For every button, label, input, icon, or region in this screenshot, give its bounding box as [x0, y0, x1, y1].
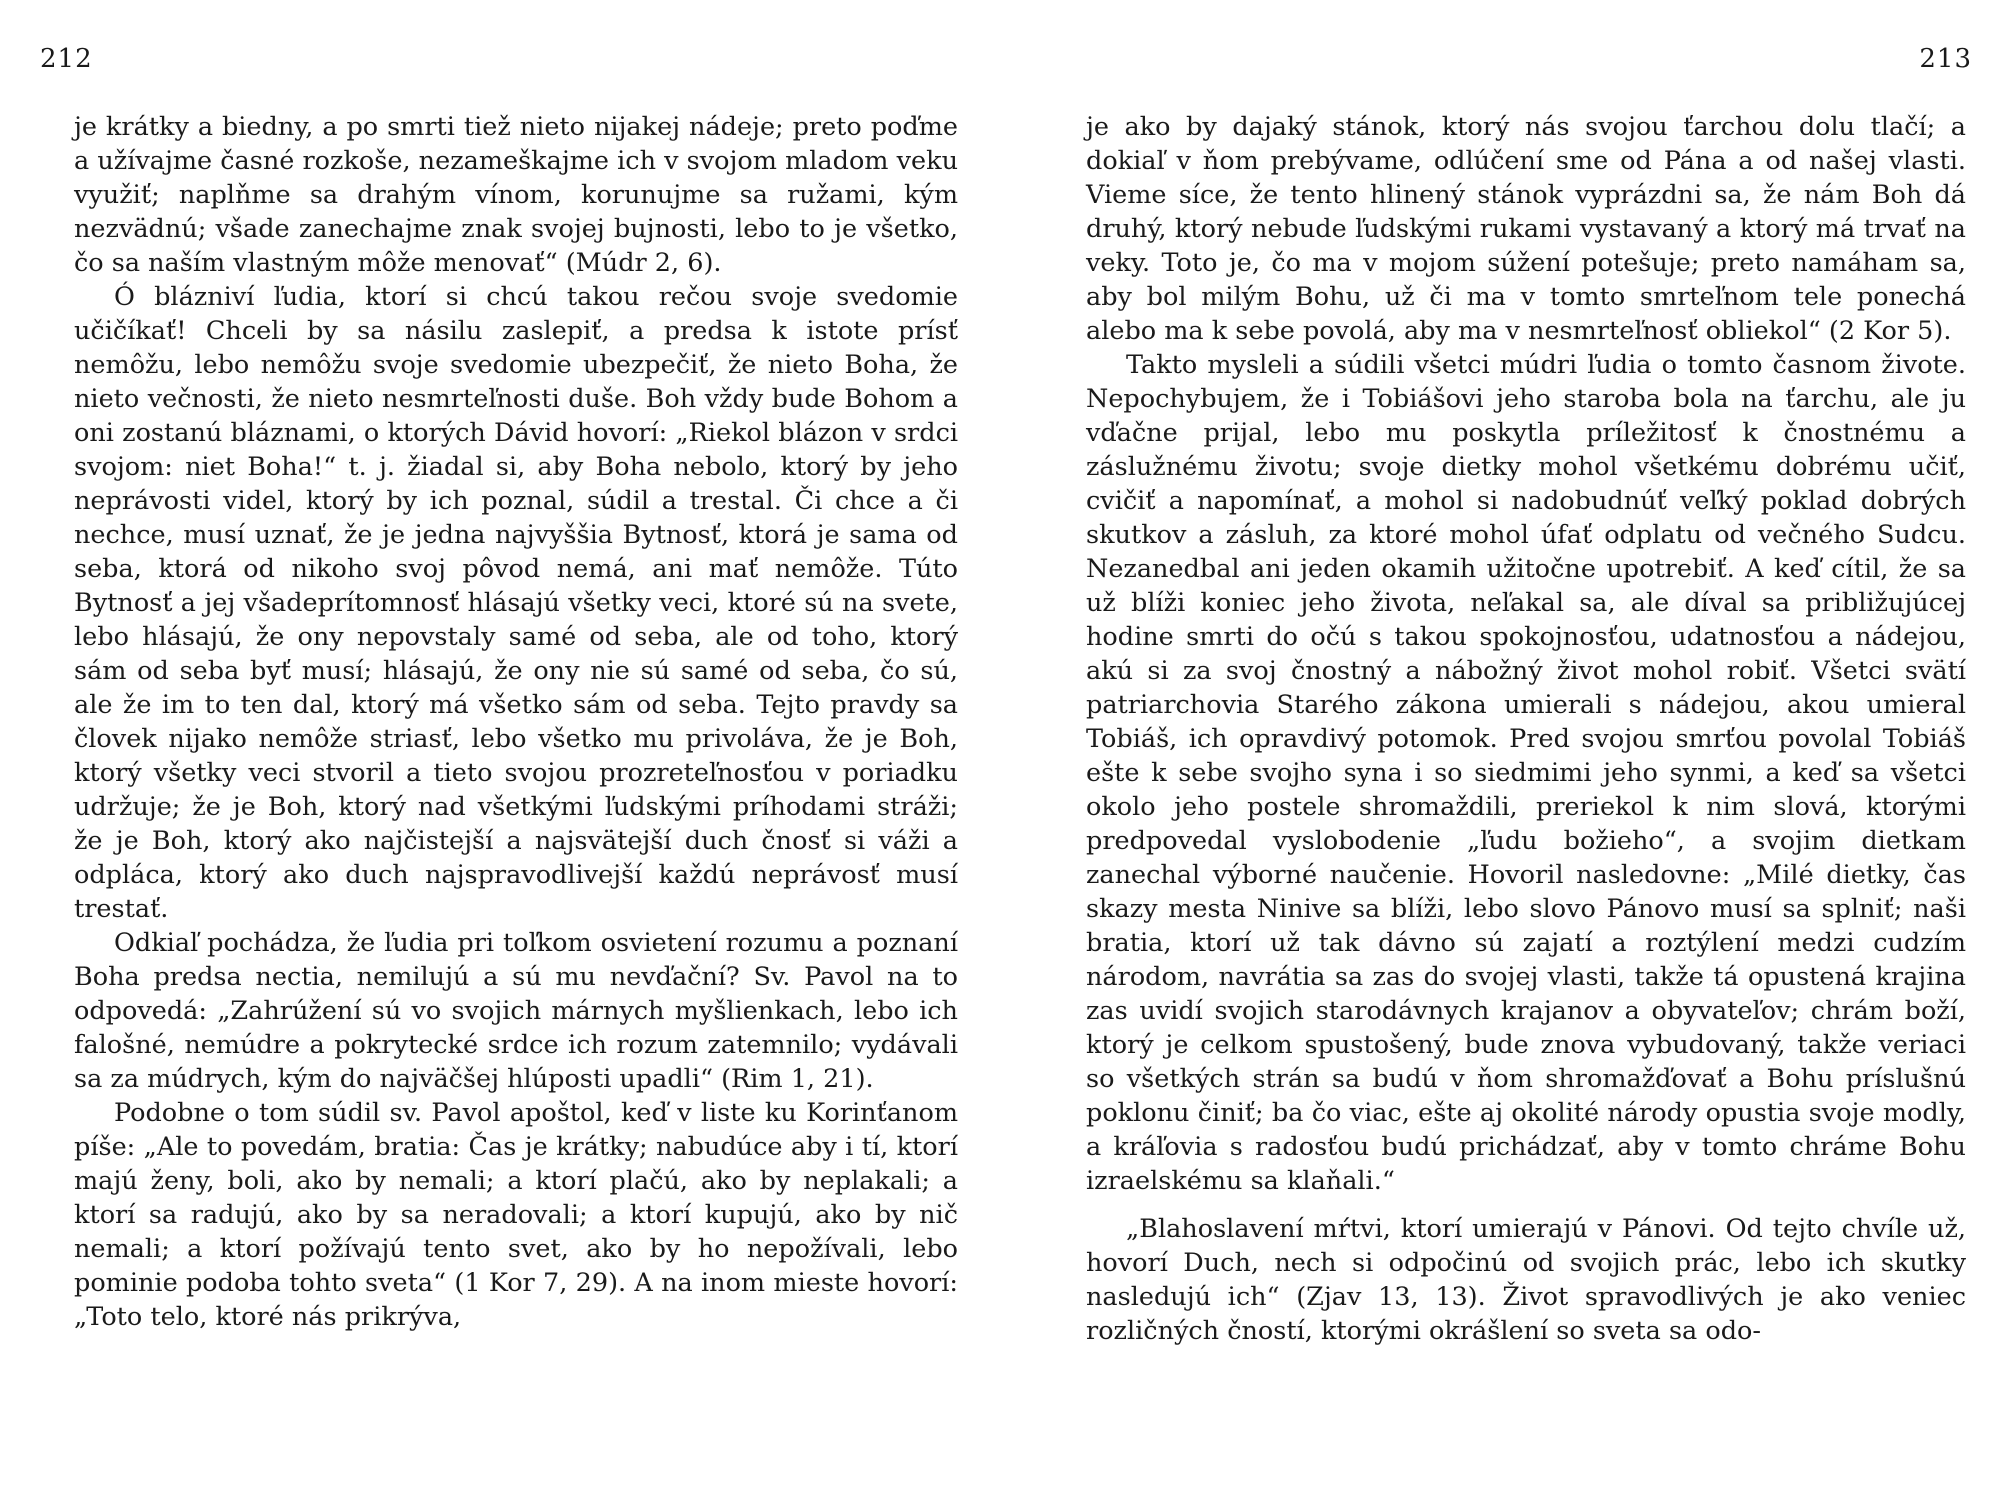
right-paragraph-2: Takto mysleli a súdili všetci múdri ľudia o tomto časnom živote. Nepochybujem, že i Tobiášovi jeho staroba bola na ťarchu, ale ju vďačne prijal, lebo mu poskytla príležitosť k čnostnému a záslužnému životu; svoje dietky mohol všetkému dobrému učiť, cvičiť a napomínať, a mohol si nadobudnúť veľký poklad dobrých skutkov a zásluh, za ktoré mohol úfať odplatu od večného Sudcu. Nezanedbal ani jeden okamih užitočne upotrebiť. A keď cítil, že sa už blíži koniec jeho života, neľakal sa, ale díval sa približujúcej hodine smrti do očú s takou spokojnosťou, udatnosťou a nádejou, akú si za svoj čnostný a nábožný život mohol robiť. Všetci svätí patriarchovia Starého zákona umierali s nádejou, akou umieral Tobiáš, ich opravdivý potomok. Pred svojou smrťou povolal Tobiáš ešte k sebe svojho syna i so siedmimi jeho synmi, a keď sa všetci okolo jeho postele shromaždili, preriekol k nim slová, ktorými predpovedal vyslobodenie „ľudu božieho“, a svojim dietkam zanechal výborné naučenie. Hovoril nasledovne: „Milé dietky, čas skazy mesta Ninive sa blíži, lebo slovo Pánovo musí sa splniť; naši bratia, ktorí už tak dávno sú zajatí a roztýlení medzi cudzím národom, navrátia sa zas do svojej vlasti, takže tá opustená krajina zas uvidí svojich starodávnych krajanov a obyvateľov; chrám boží, ktorý je celkom spustošený, bude znova vybudovaný, takže veriaci so všetkých strán sa budú v ňom shromažďovať a Bohu príslušnú poklonu činiť; ba čo viac, ešte aj okolité národy opustia svoje modly, a kráľovia s radosťou budú prichádzať, aby v tomto chráme Bohu izraelskému sa klaňali.“ [1086, 350, 1966, 1196]
right-page [1006, 0, 2012, 1500]
left-paragraph-1: je krátky a biedny, a po smrti tiež nieto nijakej nádeje; preto poďme a užívajme časné rozkoše, nezameškajme ich v svojom mladom veku využiť; naplňme sa drahým vínom, korunujme sa ružami, kým nezvädnú; všade zanechajme znak svojej bujnosti, lebo to je všetko, čo sa naším vlastným môže menovať“ (Múdr 2, 6). [74, 112, 958, 278]
left-paragraph-2: Ó blázniví ľudia, ktorí si chcú takou rečou svoje svedomie učičíkať! Chceli by sa násilu zaslepiť, a predsa k istote prísť nemôžu, lebo nemôžu svoje svedomie ubezpečiť, že nieto Boha, že nieto večnosti, že nieto nesmrteľnosti duše. Boh vždy bude Bohom a oni zostanú bláznami, o ktorých Dávid hovorí: „Riekol blázon v srdci svojom: niet Boha!“ t. j. žiadal si, aby Boha nebolo, ktorý by jeho neprávosti videl, ktorý by ich poznal, súdil a trestal. Či chce a či nechce, musí uznať, že je jedna najvyššia Bytnosť, ktorá je sama od seba, ktorá od nikoho svoj pôvod nemá, ani mať nemôže. Túto Bytnosť a jej všadeprítomnosť hlásajú všetky veci, ktoré sú na svete, lebo hlásajú, že ony nepovstaly samé od seba, ale od toho, ktorý sám od seba byť musí; hlásajú, že ony nie sú samé od seba, čo sú, ale že im to ten dal, ktorý má všetko sám od seba. Tejto pravdy sa človek nijako nemôže striasť, lebo všetko mu privoláva, že je Boh, ktorý všetky veci stvoril a tieto svojou prozreteľnosťou v poriadku udržuje; že je Boh, ktorý nad všetkými ľudskými príhodami stráži; že je Boh, ktorý ako najčistejší a najsvätejší duch čnosť si váži a odpláca, ktorý ako duch najspravodlivejší každú neprávosť musí trestať. [74, 282, 958, 924]
right-paragraph-3: „Blahoslavení mŕtvi, ktorí umierajú v Pánovi. Od tejto chvíle už, hovorí Duch, nech si odpočinú od svojich prác, lebo ich skutky nasledujú ich“ (Zjav 13, 13). Život spravodlivých je ako veniec rozličných čností, ktorými okrášlení so sveta sa odo- [1086, 1214, 1966, 1346]
left-text-block [74, 110, 958, 1334]
left-paragraph-3: Odkiaľ pochádza, že ľudia pri toľkom osvietení rozumu a poznaní Boha predsa nectia, nemilujú a sú mu nevďační? Sv. Pavol na to odpovedá: „Zahrúžení sú vo svojich márnych myšlienkach, lebo ich falošné, nemúdre a pokrytecké srdce ich rozum zatemnilo; vydávali sa za múdrych, kým do najväčšej hlúposti upadli“ (Rim 1, 21). [74, 928, 958, 1094]
right-text-block [1086, 110, 1966, 1348]
page-number-left: 212 [40, 44, 93, 74]
right-paragraph-1: je ako by dajaký stánok, ktorý nás svojou ťarchou dolu tlačí; a dokiaľ v ňom prebývame, odlúčení sme od Pána a od našej vlasti. Vieme síce, že tento hlinený stánok vyprázdni sa, že nám Boh dá druhý, ktorý nebude ľudskými rukami vystavaný a ktorý má trvať na veky. Toto je, čo ma v mojom súžení potešuje; preto namáham sa, aby bol milým Bohu, už či ma v tomto smrteľnom tele ponechá alebo ma k sebe povolá, aby ma v nesmrteľnosť obliekol“ (2 Kor 5). [1086, 112, 1966, 346]
left-paragraph-4: Podobne o tom súdil sv. Pavol apoštol, keď v liste ku Korinťanom píše: „Ale to povedám, bratia: Čas je krátky; nabudúce aby i tí, ktorí majú ženy, boli, ako by nemali; a ktorí plačú, ako by neplakali; a ktorí sa radujú, ako by sa neradovali; a ktorí kupujú, ako by nič nemali; a ktorí požívajú tento svet, ako by ho nepožívali, lebo pominie podoba tohto sveta“ (1 Kor 7, 29). A na inom mieste hovorí: „Toto telo, ktoré nás prikrýva, [74, 1098, 958, 1332]
page-number-right: 213 [1919, 44, 1972, 74]
